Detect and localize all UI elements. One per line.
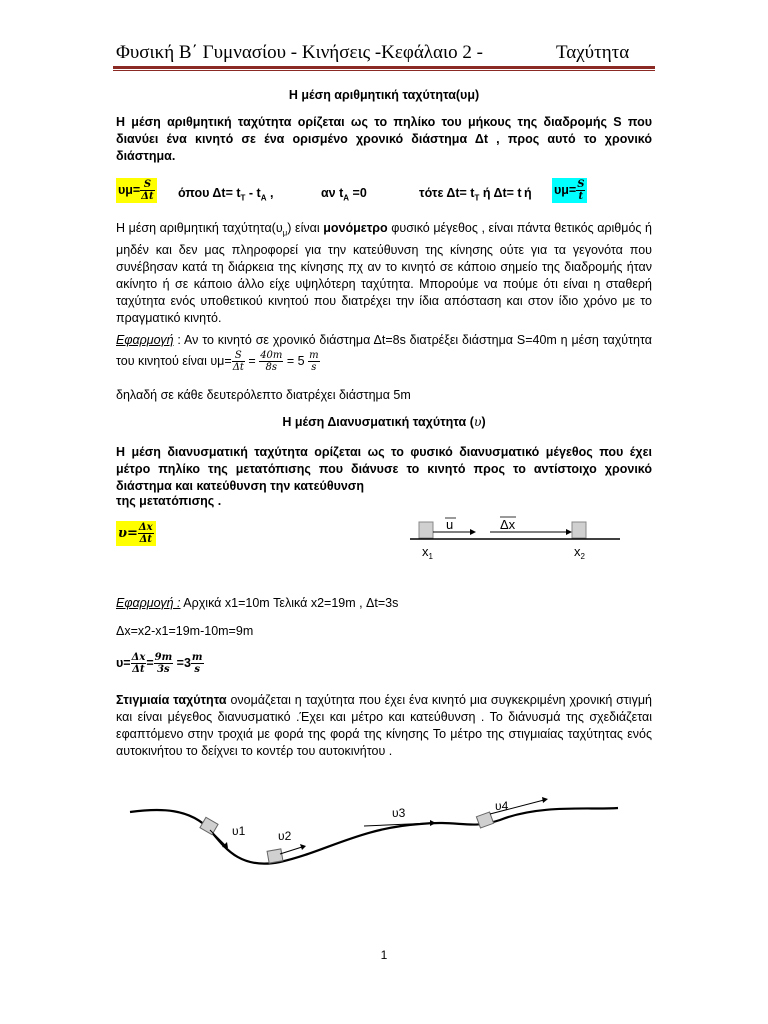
header-rule bbox=[113, 66, 655, 69]
mean-speed-formula-line bbox=[116, 176, 656, 212]
page-number: 1 bbox=[380, 948, 388, 962]
header-rule-thin bbox=[113, 70, 655, 71]
formula-or: ή bbox=[524, 186, 532, 200]
displacement-arrowhead bbox=[566, 529, 572, 535]
car-4 bbox=[476, 797, 548, 828]
mean-speed-formula-alt: υμ= $\frac{S}{t}$ bbox=[552, 178, 587, 203]
formula-then: τότε $\Delta t= t_T$ ή Δt= t bbox=[419, 186, 522, 203]
block-start bbox=[419, 522, 433, 538]
instant-velocity-figure bbox=[120, 790, 630, 880]
mean-speed-formula: υμ= $\frac{S}{\Delta t}$ bbox=[116, 178, 157, 203]
section-title-vector-speed: Η μέση Διανυσματική ταχύτητα (υ) bbox=[282, 414, 486, 429]
velocity-arrowhead bbox=[470, 529, 476, 535]
displacement-calc: Δx=x2-x1=19m-10m=9m bbox=[116, 624, 254, 638]
mean-speed-example: Εφαρμογή : Αν το κινητό σε χρονικό διάστημα Δt=8s διατρέξει διάστημα S=40m η μέση ταχύτητα του κινητού είναι υμ= $\frac{S}{\Delta t}$ = $\frac{40m}{8s}$ = 5 $\frac{m}{s}$ bbox=[116, 333, 652, 373]
trajectory-curve bbox=[130, 808, 618, 864]
label-u1: υ1 bbox=[232, 824, 246, 838]
mean-speed-description: Η μέση αριθμητική $\tau\alpha\chi ύ\tau\eta\tau\alpha(\upsilon_\mu)$ είναι μονόμετρο φυσικό μέγεθος , είναι πάντα θετικός αριθμός ή μηδέν και δεν μας πληροφορεί για την κατεύθυνση της κίνησης ούτε για τα γεγονότα που συνέβησαν κατά τη διάρκεια της κίνησης πχ αν το κινητό σε κάποιο σημείο της διαδρομής ήταν ακίνητο ή σε κάποιο άλλο είχε υψηλότερη ταχύτητα. Μπορούμε να πούμε ότι είναι η σταθερή ταχύτητα ενός υποθετικού κινητού που διατρέχει την ίδια απόσταση και στον ίδιο χρόνο με το πραγματικό κινητό. bbox=[116, 221, 652, 325]
vector-speed-result: υ= $\frac{\Delta x}{\Delta t}$ = $\frac{9m}{3s}$ =3 $\frac{m}{s}$ bbox=[116, 652, 203, 675]
displacement-figure bbox=[410, 508, 625, 570]
header-topic: Ταχύτητα bbox=[556, 42, 630, 63]
label-x2: $x_2$ bbox=[574, 544, 585, 561]
instant-speed-paragraph: Στιγμιαία ταχύτητα ονομάζεται η ταχύτητα που έχει ένα κινητό μια συγκεκριμένη χρονική στιγμή και είναι μέγεθος διανυσματικό .Έχει και μέτρο και κατεύθυνση . Το διάνυσμά της σχεδιάζεται εφαπτόμενο στην τροχιά με φορά της φορά της κίνησης Το μέτρο της στιγμιαίας ταχύτητας ενός αυτοκινήτου το δείχνει το κοντέρ του αυτοκινήτου . bbox=[116, 693, 652, 758]
vector-speed-formula: υ= $\frac{\Delta x}{\Delta t}$ bbox=[116, 521, 156, 546]
label-u2: υ2 bbox=[278, 829, 292, 843]
label-dx: Δx bbox=[500, 517, 516, 532]
mean-speed-example-conclusion: δηλαδή σε κάθε δευτερόλεπτο διατρέχει διάστημα 5m bbox=[116, 388, 411, 402]
block-end bbox=[572, 522, 586, 538]
mean-speed-definition: Η μέση αριθμητική ταχύτητα ορίζεται ως το πηλίκο του μήκους της διαδρομής S που διανύει ένα κινητό σε ένα ορισμένο χρονικό διάστημα Δt , προς αυτό το χρονικό διάστημα. bbox=[116, 115, 652, 163]
vector-speed-definition: Η μέση διανυσματική ταχύτητα ορίζεται ως το φυσικό διανυσματικό μέγεθος που έχει μέτρο πηλίκο της μετατόπισης που διάνυσε το κινητό προς το αντίστοιχο χρονικό διάστημα και κατεύθυνση την κατεύθυνση bbox=[116, 445, 652, 493]
label-x1: $x_1$ bbox=[422, 544, 433, 561]
section-title-mean-speed: Η μέση αριθμητική ταχύτητα(υμ) bbox=[288, 88, 480, 102]
label-u4: υ4 bbox=[495, 799, 509, 813]
formula-if: αν $t_A =0$ bbox=[321, 186, 367, 203]
car-1 bbox=[200, 817, 228, 848]
vector-speed-example: Εφαρμογή : Αρχικά x1=10m Τελικά x2=19m , Δt=3s bbox=[116, 596, 399, 610]
vector-speed-definition-end: της μετατόπισης . bbox=[116, 494, 222, 508]
label-u3: υ3 bbox=[392, 806, 406, 820]
label-u: u bbox=[446, 517, 454, 532]
formula-where: όπου $\Delta t= t_T - t_A$ , bbox=[178, 186, 274, 203]
header-title: Φυσική Β΄ Γυμνασίου - Κινήσεις -Κεφάλαιο 2 - bbox=[116, 42, 483, 63]
